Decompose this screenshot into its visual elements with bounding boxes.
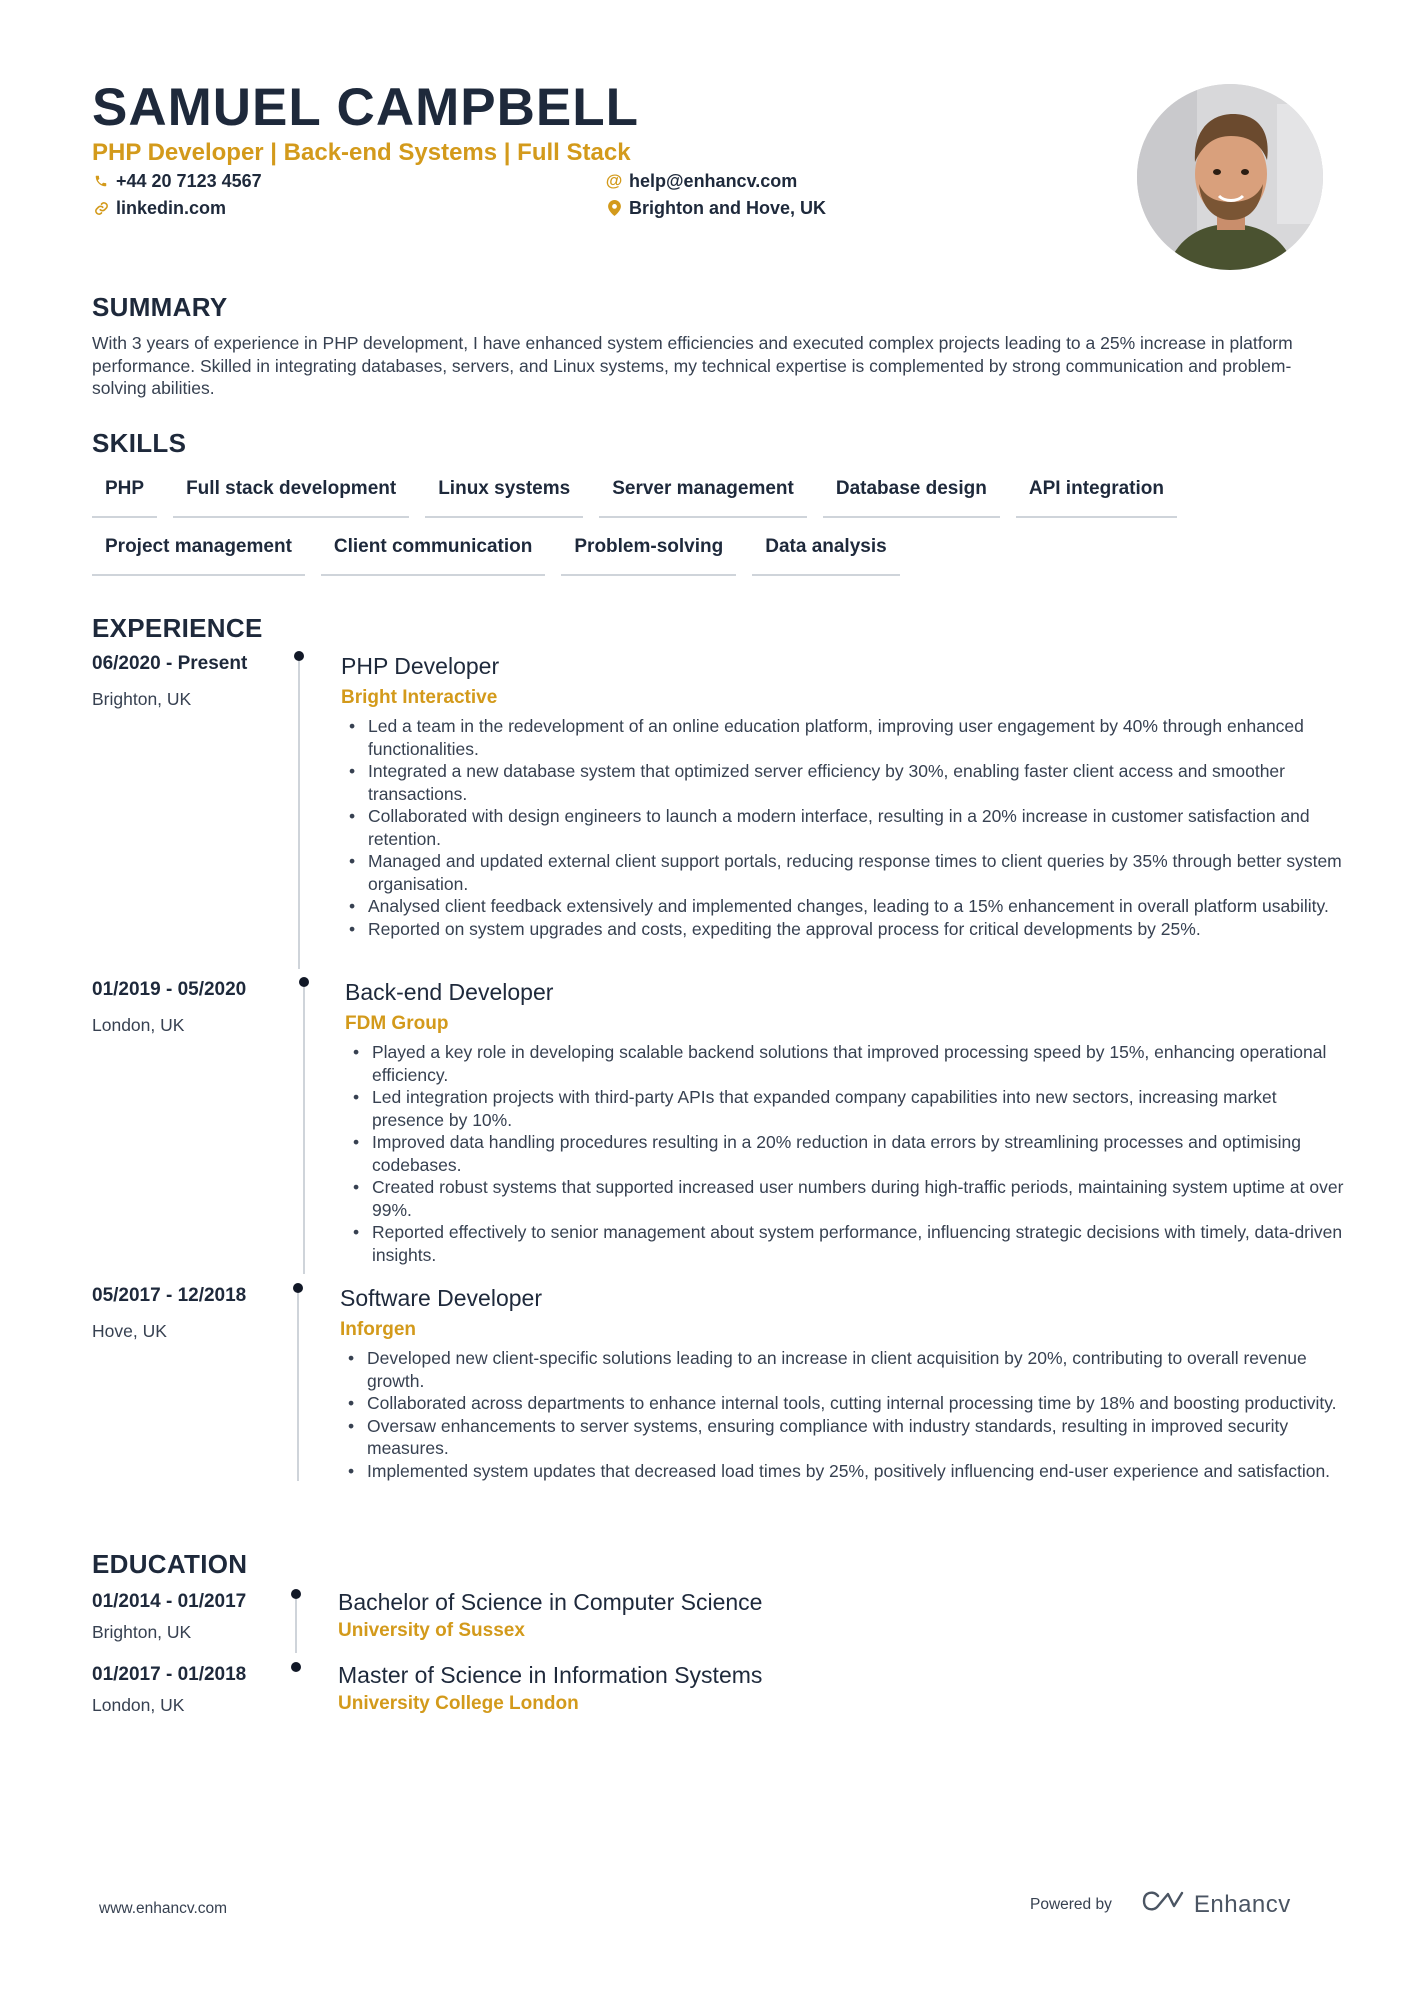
job-bullets (342, 715, 1342, 940)
job-dates: 01/2019 - 05/2020 (92, 979, 247, 1000)
edu-school: University of Sussex (338, 1620, 525, 1641)
footer-website-link[interactable]: www.enhancv.com (99, 1900, 228, 1917)
footer-branding (1030, 1889, 1291, 1920)
skill-tag: Full stack development (173, 476, 409, 518)
skill-tag: Server management (599, 476, 807, 518)
timeline-dot (291, 1589, 301, 1599)
powered-by-text: Powered by (1030, 1895, 1112, 1913)
job-dates: 06/2020 - Present (92, 653, 248, 674)
skill-tag: Problem-solving (561, 534, 736, 576)
bullet-item: • Led integration projects with third-party APIs that expanded company capabilities into new sectors, increasing market presence by 10%. (346, 1086, 1346, 1131)
skill-tag: Database design (823, 476, 1000, 518)
bullet-item: • Created robust systems that supported increased user numbers during high-traffic periods, maintaining system uptime at over 99%. (346, 1176, 1346, 1221)
bullet-item: • Played a key role in developing scalable backend solutions that improved processing speed by 15%, enhancing operational efficiency. (346, 1041, 1346, 1086)
job-role: Software Developer (340, 1285, 542, 1311)
edu-dates: 01/2014 - 01/2017 (92, 1591, 247, 1612)
skill-tag: Client communication (321, 534, 545, 576)
location-pin-icon (605, 199, 623, 217)
candidate-name: SAMUEL CAMPBELL (92, 78, 639, 137)
timeline-line (295, 1599, 297, 1653)
job-role: Back-end Developer (345, 979, 554, 1005)
edu-school: University College London (338, 1693, 579, 1714)
timeline-dot (291, 1662, 301, 1672)
job-company: FDM Group (345, 1013, 449, 1034)
bullet-item: • Integrated a new database system that optimized server efficiency by 30%, enabling faster client access and smoother transactions. (342, 760, 1342, 805)
phone-icon (92, 172, 110, 190)
bullet-item: • Managed and updated external client support portals, reducing response times to client queries by 35% through better system organisation. (342, 850, 1342, 895)
enhancv-logo[interactable] (1140, 1889, 1291, 1920)
email-text[interactable]: help@enhancv.com (629, 171, 798, 191)
timeline-line (298, 661, 300, 969)
bullet-item: • Led a team in the redevelopment of an online education platform, improving user engagement by 40% through enhanced functionalities. (342, 715, 1342, 760)
education-heading: EDUCATION (92, 1549, 248, 1579)
skills-row-1 (92, 476, 1177, 518)
job-bullets (346, 1041, 1346, 1266)
bullet-item: • Collaborated across departments to enhance internal tools, cutting internal processing time by 18% and boosting productivity. (341, 1392, 1341, 1415)
link-icon (92, 199, 110, 217)
timeline-dot (294, 651, 304, 661)
bullet-item: • Reported on system upgrades and costs, expediting the approval process for critical developments by 25%. (342, 918, 1342, 941)
bullet-item: • Developed new client-specific solutions leading to an increase in client acquisition by 20%, contributing to overall revenue growth. (341, 1347, 1341, 1392)
job-location: Brighton, UK (92, 689, 192, 709)
summary-text: With 3 years of experience in PHP development, I have enhanced system efficiencies and executed complex projects leading to a 25% increase in platform performance. Skilled in integrating databases, servers, and Linux systems, my technical expertise is complemented by strong communication and problem-solving abilities. (92, 333, 1293, 398)
linkedin-contact[interactable] (92, 197, 226, 219)
job-location: London, UK (92, 1015, 185, 1035)
location-text: Brighton and Hove, UK (629, 198, 826, 218)
profile-photo (1137, 84, 1323, 270)
edu-dates: 01/2017 - 01/2018 (92, 1664, 247, 1685)
bullet-item: • Implemented system updates that decreased load times by 25%, positively influencing end-user experience and satisfaction. (341, 1460, 1341, 1483)
bullet-item: • Analysed client feedback extensively and implemented changes, leading to a 15% enhancement in overall platform usability. (342, 895, 1342, 918)
job-company: Inforgen (340, 1319, 416, 1340)
bullet-item: • Improved data handling procedures resulting in a 20% reduction in data errors by streamlining processes and optimising codebases. (346, 1131, 1346, 1176)
at-icon: @ (605, 171, 623, 190)
job-dates: 05/2017 - 12/2018 (92, 1285, 247, 1306)
job-bullets (341, 1347, 1341, 1482)
timeline-dot (299, 977, 309, 987)
job-role: PHP Developer (341, 653, 500, 679)
skills-heading: SKILLS (92, 428, 187, 458)
linkedin-text[interactable]: linkedin.com (116, 198, 227, 218)
enhancv-logo-icon (1140, 1889, 1186, 1920)
edu-location: London, UK (92, 1695, 185, 1715)
experience-heading: EXPERIENCE (92, 613, 263, 643)
phone-contact (92, 170, 262, 192)
skill-tag: Data analysis (752, 534, 899, 576)
phone-text: +44 20 7123 4567 (116, 171, 262, 191)
timeline-line (303, 987, 305, 1274)
edu-degree: Bachelor of Science in Computer Science (338, 1589, 763, 1615)
skill-tag: Linux systems (425, 476, 583, 518)
timeline-line (297, 1293, 299, 1481)
candidate-headline: PHP Developer | Back-end Systems | Full Stack (92, 139, 631, 166)
job-company: Bright Interactive (341, 687, 498, 708)
email-contact[interactable] (605, 170, 797, 192)
timeline-dot (293, 1283, 303, 1293)
skill-tag: Project management (92, 534, 305, 576)
summary-heading: SUMMARY (92, 292, 228, 322)
bullet-item: • Oversaw enhancements to server systems, ensuring compliance with industry standards, resulting in improved security measures. (341, 1415, 1341, 1460)
edu-location: Brighton, UK (92, 1622, 192, 1642)
skill-tag: API integration (1016, 476, 1177, 518)
edu-degree: Master of Science in Information Systems (338, 1662, 763, 1688)
enhancv-logo-text: Enhancv (1193, 1890, 1291, 1918)
bullet-item: • Collaborated with design engineers to launch a modern interface, resulting in a 20% increase in customer satisfaction and retention. (342, 805, 1342, 850)
job-location: Hove, UK (92, 1321, 167, 1341)
location-contact (605, 197, 826, 219)
bullet-item: • Reported effectively to senior management about system performance, influencing strategic decisions with timely, data-driven insights. (346, 1221, 1346, 1266)
skills-row-2 (92, 534, 900, 576)
skill-tag: PHP (92, 476, 157, 518)
